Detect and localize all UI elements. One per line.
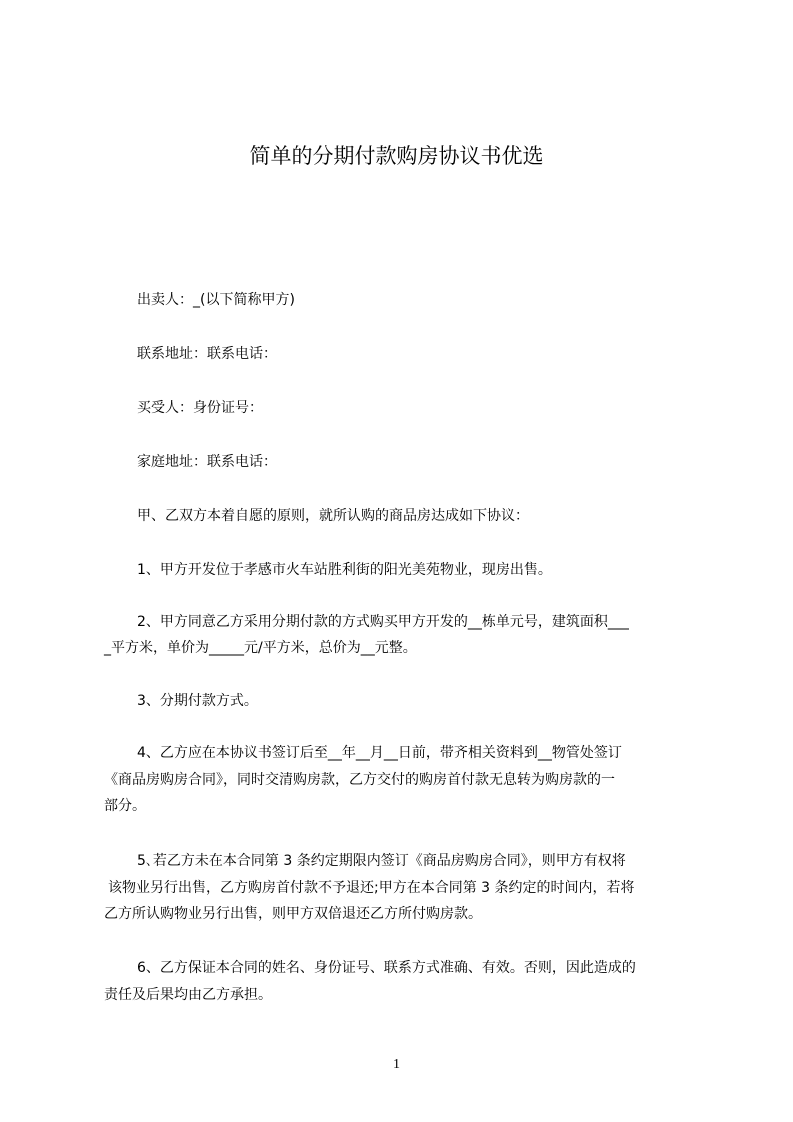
- clause-6-line-1: 6、乙方保证本合同的姓名、身份证号、联系方式准确、有效。否则，因此造成的: [137, 960, 636, 976]
- clause-5-line-2: 该物业另行出售，乙方购房首付款不予退还;甲方在本合同第 3 条约定的时间内，若将: [108, 880, 635, 896]
- seller-contact-line: 联系地址：联系电话：: [137, 346, 277, 362]
- document-title: 简单的分期付款购房协议书优选: [249, 144, 544, 168]
- clause-1: 1、甲方开发位于孝感市火车站胜利街的阳光美苑物业，现房出售。: [137, 562, 552, 578]
- clause-5-line-1: 5､若乙方未在本合同第 3 条约定期限内签订《商品房购房合同》，则甲方有权将: [137, 853, 626, 869]
- page-number: 1: [393, 1057, 400, 1072]
- clause-3: 3、分期付款方式。: [137, 693, 258, 709]
- clause-4-line-1: 4、乙方应在本协议书签订后至__年__月__日前，带齐相关资料到__物管处签订: [137, 745, 622, 761]
- clause-5-line-3: 乙方所认购物业另行出售，则甲方双倍退还乙方所付购房款。: [104, 906, 482, 922]
- buyer-contact-line: 家庭地址：联系电话：: [137, 454, 277, 470]
- seller-line: 出卖人：_(以下简称甲方): [137, 292, 295, 308]
- clause-2-line-1: 2、甲方同意乙方采用分期付款的方式购买甲方开发的__栋单元号，建筑面积___: [137, 614, 629, 630]
- agreement-intro: 甲、乙双方本着自愿的原则，就所认购的商品房达成如下协议：: [137, 508, 529, 524]
- clause-4-line-2: 《商品房购房合同》，同时交清购房款，乙方交付的购房首付款无息转为购房款的一: [104, 772, 615, 788]
- clause-6-line-2: 责任及后果均由乙方承担。: [104, 987, 272, 1003]
- clause-2-line-2: _平方米，单价为_____元/平方米，总价为__元整。: [104, 640, 417, 656]
- clause-4-line-3: 部分。: [104, 798, 146, 814]
- buyer-line: 买受人：身份证号：: [137, 400, 263, 416]
